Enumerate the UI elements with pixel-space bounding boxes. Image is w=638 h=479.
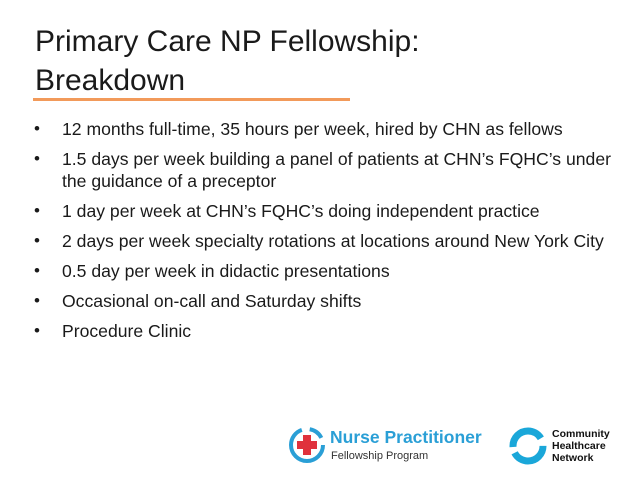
chn-logo-line-3: Network: [552, 452, 594, 464]
bullet-item: [34, 230, 614, 252]
bullet-text: 12 months full-time, 35 hours per week, hired by CHN as fellows: [62, 119, 563, 139]
medical-cross-icon: [288, 426, 326, 464]
chn-logo: [508, 424, 620, 470]
bullet-text: Occasional on-call and Saturday shifts: [62, 291, 362, 311]
np-logo-title: Nurse Practitioner: [330, 427, 482, 447]
slide-title: [35, 22, 595, 100]
bullet-glyph: •: [34, 261, 40, 280]
chn-logo-line-2: Healthcare: [552, 440, 606, 452]
bullet-glyph: •: [34, 201, 40, 220]
bullet-item: [34, 320, 614, 342]
title-underline: [33, 98, 350, 101]
chn-logo-line-1: Community: [552, 428, 610, 440]
bullet-item: [34, 200, 614, 222]
bullet-text: Procedure Clinic: [62, 321, 192, 341]
slide-title-line-2: Breakdown: [35, 64, 186, 97]
chn-logo-text: [552, 428, 610, 464]
slide-title-line-1: Primary Care NP Fellowship:: [35, 25, 420, 58]
bullet-glyph: •: [34, 119, 40, 138]
bullet-item: [34, 290, 614, 312]
chn-ring-icon: [508, 426, 548, 466]
np-logo-subtitle: Fellowship Program: [331, 450, 429, 462]
bullet-list: [34, 118, 614, 350]
bullet-glyph: •: [34, 291, 40, 310]
bullet-text: 0.5 day per week in didactic presentations: [62, 261, 390, 281]
bullet-item: [34, 148, 614, 192]
bullet-text: 1 day per week at CHN’s FQHC’s doing independent practice: [62, 201, 540, 221]
bullet-glyph: •: [34, 149, 40, 168]
bullet-text: 2 days per week specialty rotations at locations around New York City: [62, 231, 604, 251]
bullet-text: 1.5 days per week building a panel of patients at CHN’s FQHC’s under the guidance of a preceptor: [62, 149, 611, 191]
bullet-glyph: •: [34, 321, 40, 340]
np-fellowship-logo: [286, 424, 486, 468]
bullet-item: [34, 118, 614, 140]
bullet-glyph: •: [34, 231, 40, 250]
bullet-item: [34, 260, 614, 282]
